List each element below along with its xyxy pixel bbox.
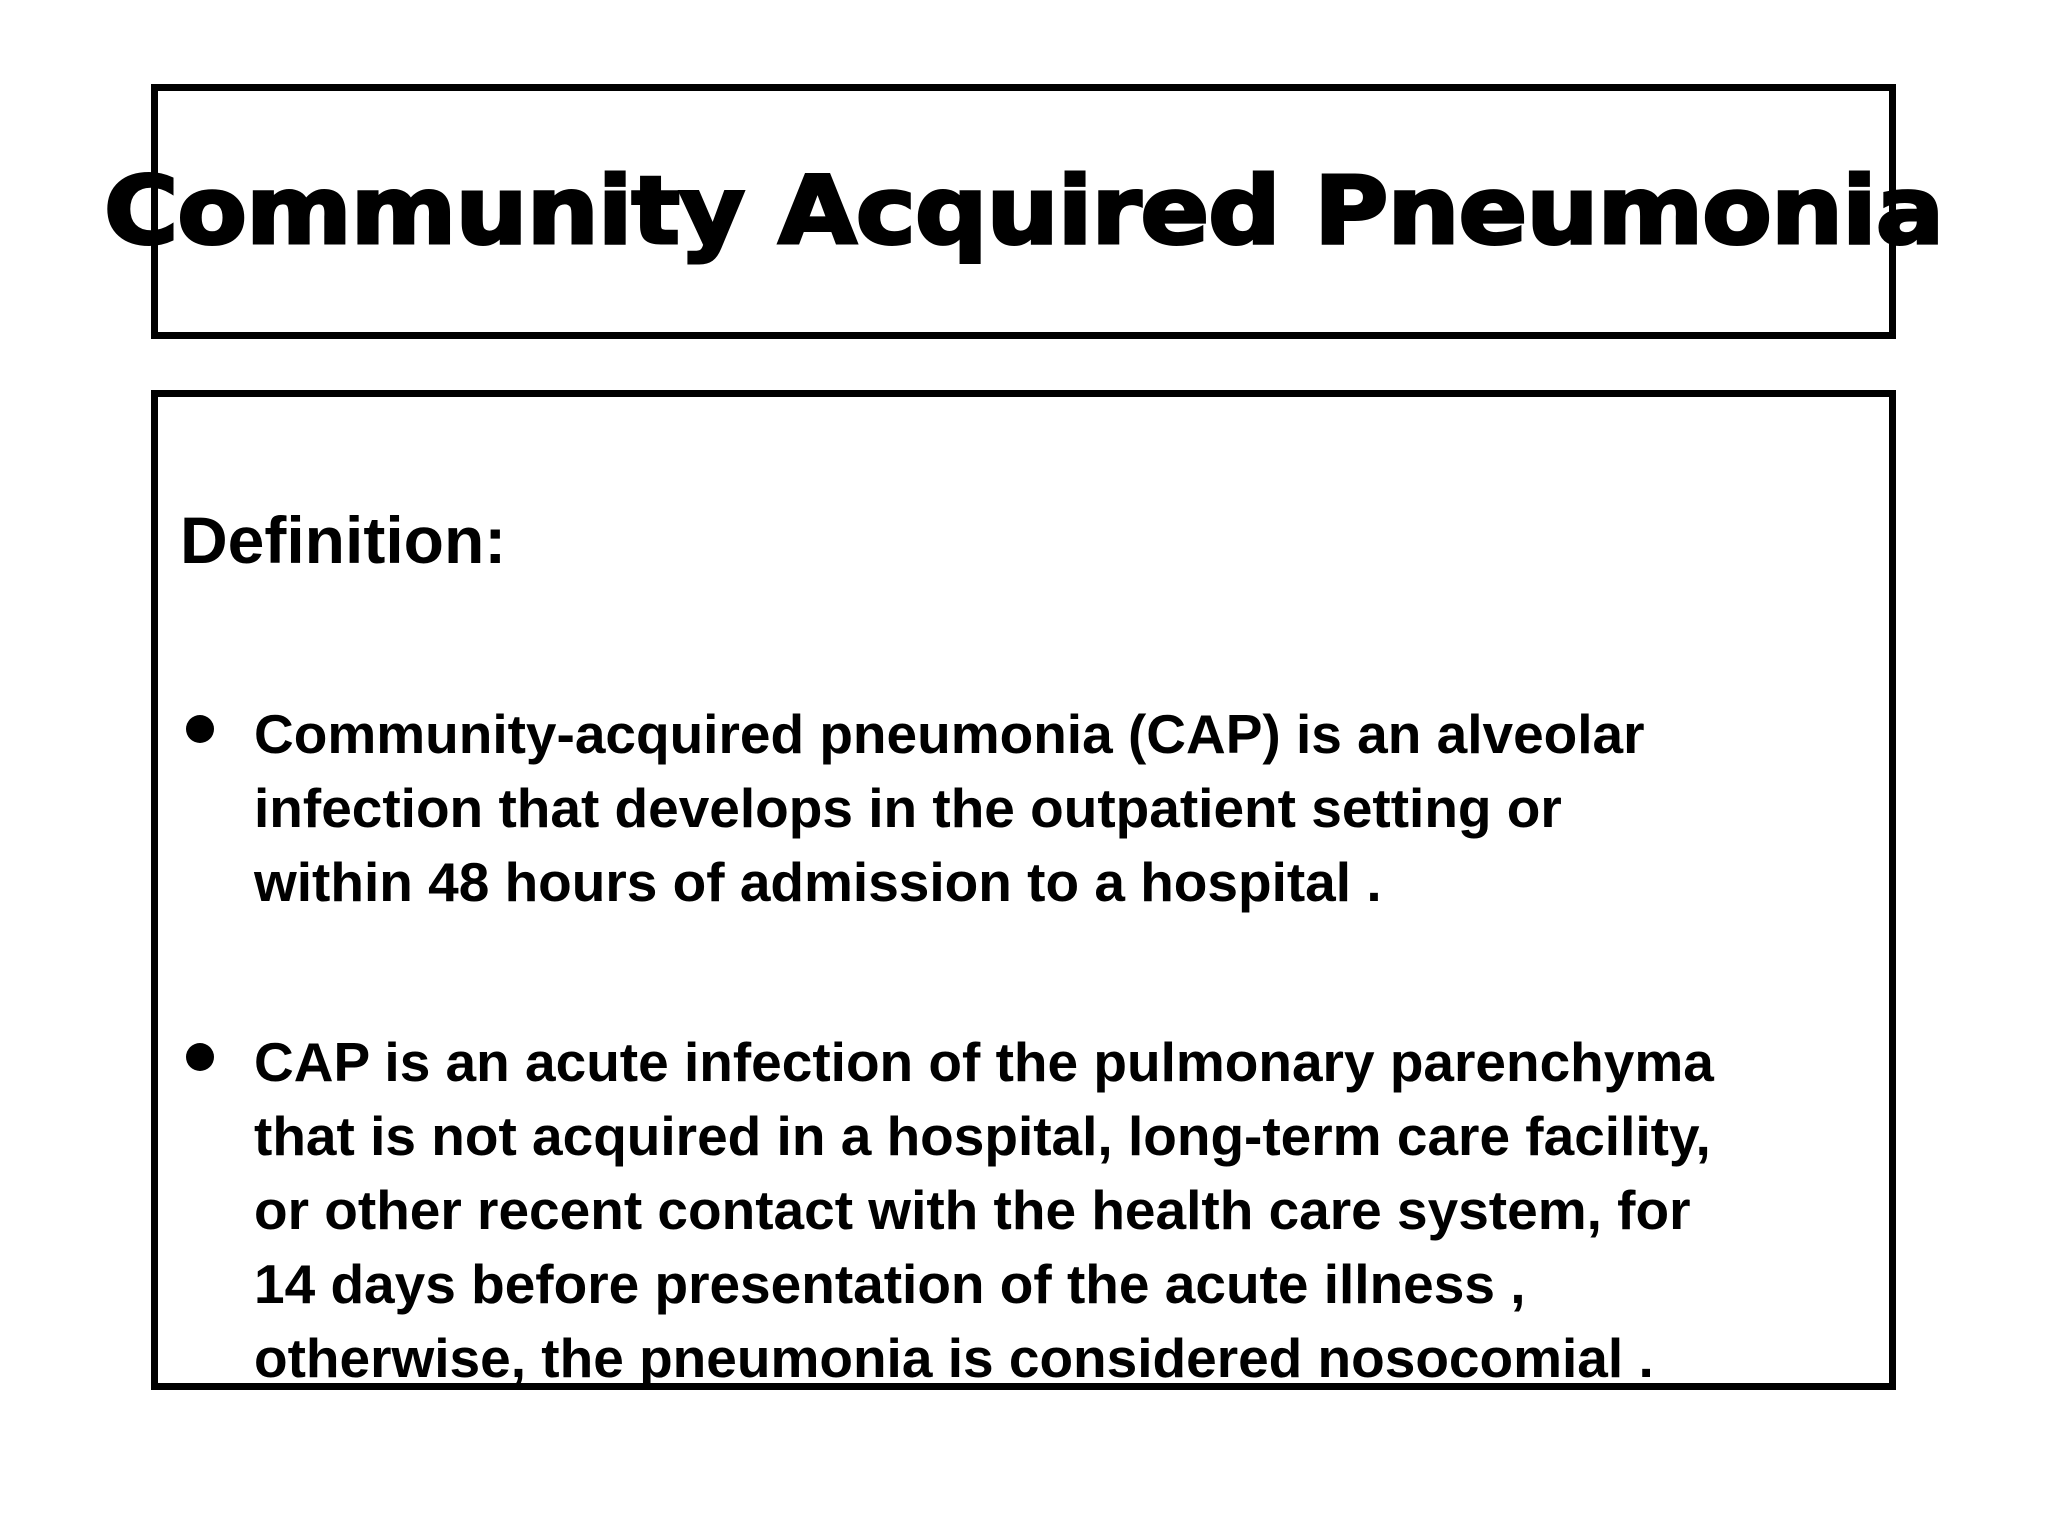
bullet-line: that is not acquired in a hospital, long-term care facility, bbox=[254, 1105, 1711, 1167]
bullet-line: 14 days before presentation of the acute illness , bbox=[254, 1253, 1526, 1315]
bullet-line: CAP is an acute infection of the pulmonary parenchyma bbox=[254, 1031, 1714, 1093]
bullet-line: infection that develops in the outpatient setting or bbox=[254, 777, 1562, 839]
slide-title: Community Acquired Pneumonia bbox=[103, 157, 1944, 266]
bullet-line: or other recent contact with the health care system, for bbox=[254, 1179, 1691, 1241]
content-box bbox=[151, 390, 1896, 1390]
bullet-dot-icon bbox=[186, 1043, 214, 1071]
bullet-line: within 48 hours of admission to a hospital . bbox=[254, 851, 1382, 913]
bullet-text bbox=[254, 697, 1854, 919]
bullet-text bbox=[254, 1025, 1854, 1395]
title-box bbox=[103, 84, 1944, 339]
bullet-dot-icon bbox=[186, 715, 214, 743]
bullet-line: Community-acquired pneumonia (CAP) is an alveolar bbox=[254, 703, 1645, 765]
section-heading: Definition: bbox=[180, 503, 507, 577]
bullet-line: otherwise, the pneumonia is considered nosocomial . bbox=[254, 1327, 1654, 1389]
